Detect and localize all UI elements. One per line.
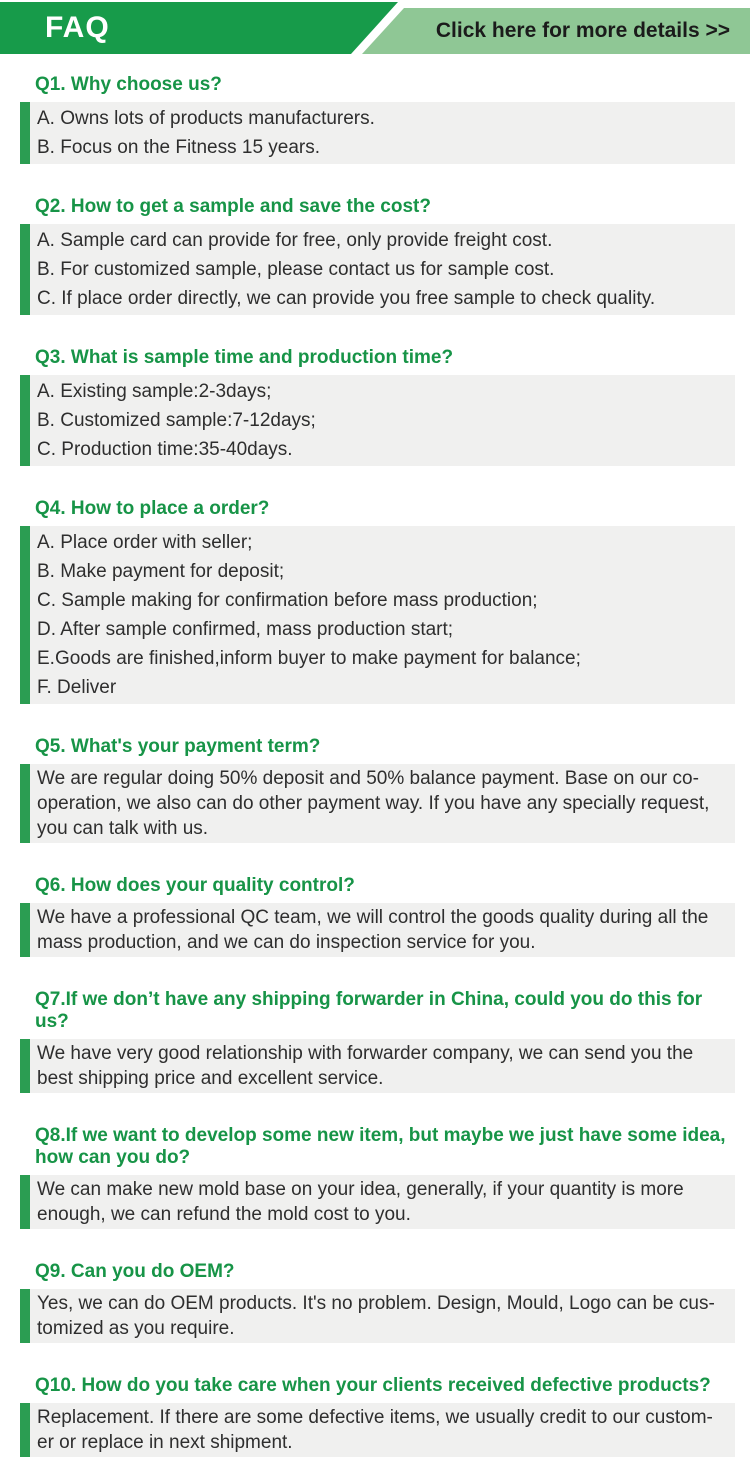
answer-line: Replacement. If there are some defective items, we usually credit to our custom- bbox=[37, 1407, 713, 1428]
answer-line: A. Place order with seller; bbox=[37, 532, 253, 553]
answer-line: mass production, and we can do inspection service for you. bbox=[37, 932, 536, 953]
answer-block bbox=[20, 1175, 735, 1229]
answer-line: F. Deliver bbox=[37, 677, 117, 698]
answer-line: C. If place order directly, we can provide you free sample to check quality. bbox=[37, 288, 656, 309]
answer-block bbox=[20, 1289, 735, 1343]
question-title: Q10. How do you take care when your clients received defective products? bbox=[35, 1375, 711, 1396]
question-title: Q5. What's your payment term? bbox=[35, 736, 321, 757]
answer-line: best shipping price and excellent service. bbox=[37, 1068, 384, 1089]
faq-section-q4 bbox=[0, 498, 750, 704]
question-title: Q7.If we don’t have any shipping forwarder in China, could you do this for us? bbox=[35, 989, 703, 1032]
answer-block bbox=[20, 526, 735, 704]
answer-line: B. Make payment for deposit; bbox=[37, 561, 285, 582]
answer-block bbox=[20, 224, 735, 315]
faq-banner bbox=[0, 0, 750, 54]
answer-line: you can talk with us. bbox=[37, 818, 209, 839]
faq-section-q2 bbox=[0, 196, 750, 315]
answer-line: A. Sample card can provide for free, only provide freight cost. bbox=[37, 230, 553, 251]
answer-line: operation, we also can do other payment way. If you have any specially request, bbox=[37, 793, 710, 814]
answer-line: C. Production time:35-40days. bbox=[37, 439, 293, 460]
question-title: Q3. What is sample time and production time? bbox=[35, 347, 454, 368]
answer-block bbox=[20, 1403, 735, 1457]
answer-line: C. Sample making for confirmation before mass production; bbox=[37, 590, 538, 611]
answer-line: B. For customized sample, please contact us for sample cost. bbox=[37, 259, 555, 280]
faq-content bbox=[0, 54, 750, 1457]
faq-section-q7 bbox=[0, 989, 750, 1093]
answer-line: E.Goods are finished,inform buyer to make payment for balance; bbox=[37, 648, 581, 669]
answer-line: A. Existing sample:2-3days; bbox=[37, 381, 272, 402]
answer-line: enough, we can refund the mold cost to you. bbox=[37, 1204, 411, 1225]
answer-line: B. Focus on the Fitness 15 years. bbox=[37, 137, 321, 158]
faq-section-q3 bbox=[0, 347, 750, 466]
answer-line: We have very good relationship with forwarder company, we can send you the bbox=[37, 1043, 694, 1064]
question-title: Q2. How to get a sample and save the cost? bbox=[35, 196, 431, 217]
question-title: Q4. How to place a order? bbox=[35, 498, 270, 519]
answer-line: A. Owns lots of products manufacturers. bbox=[37, 108, 375, 129]
faq-section-q10 bbox=[0, 1375, 750, 1457]
answer-line: tomized as you require. bbox=[37, 1318, 235, 1339]
faq-section-q6 bbox=[0, 875, 750, 957]
more-details-link[interactable]: Click here for more details >> bbox=[435, 19, 730, 42]
page-title: FAQ bbox=[45, 11, 110, 44]
answer-line: B. Customized sample:7-12days; bbox=[37, 410, 316, 431]
question-title: Q6. How does your quality control? bbox=[35, 875, 355, 896]
question-title: Q8.If we want to develop some new item, but maybe we just have some idea, how can you do? bbox=[35, 1125, 726, 1168]
faq-section-q9 bbox=[0, 1261, 750, 1343]
answer-line: We have a professional QC team, we will control the goods quality during all the bbox=[37, 907, 709, 928]
answer-line: Yes, we can do OEM products. It's no problem. Design, Mould, Logo can be cus- bbox=[37, 1293, 715, 1314]
answer-block bbox=[20, 903, 735, 957]
answer-block bbox=[20, 102, 735, 164]
faq-section-q5 bbox=[0, 736, 750, 843]
answer-block bbox=[20, 1039, 735, 1093]
question-title: Q1. Why choose us? bbox=[35, 74, 222, 95]
faq-section-q1 bbox=[0, 74, 750, 164]
answer-block bbox=[20, 375, 735, 466]
answer-line: D. After sample confirmed, mass production start; bbox=[37, 619, 454, 640]
answer-line: We are regular doing 50% deposit and 50% balance payment. Base on our co- bbox=[37, 768, 699, 789]
answer-block bbox=[20, 764, 735, 843]
answer-line: We can make new mold base on your idea, generally, if your quantity is more bbox=[37, 1179, 684, 1200]
answer-line: er or replace in next shipment. bbox=[37, 1432, 293, 1453]
question-title: Q9. Can you do OEM? bbox=[35, 1261, 235, 1282]
faq-section-q8 bbox=[0, 1125, 750, 1229]
